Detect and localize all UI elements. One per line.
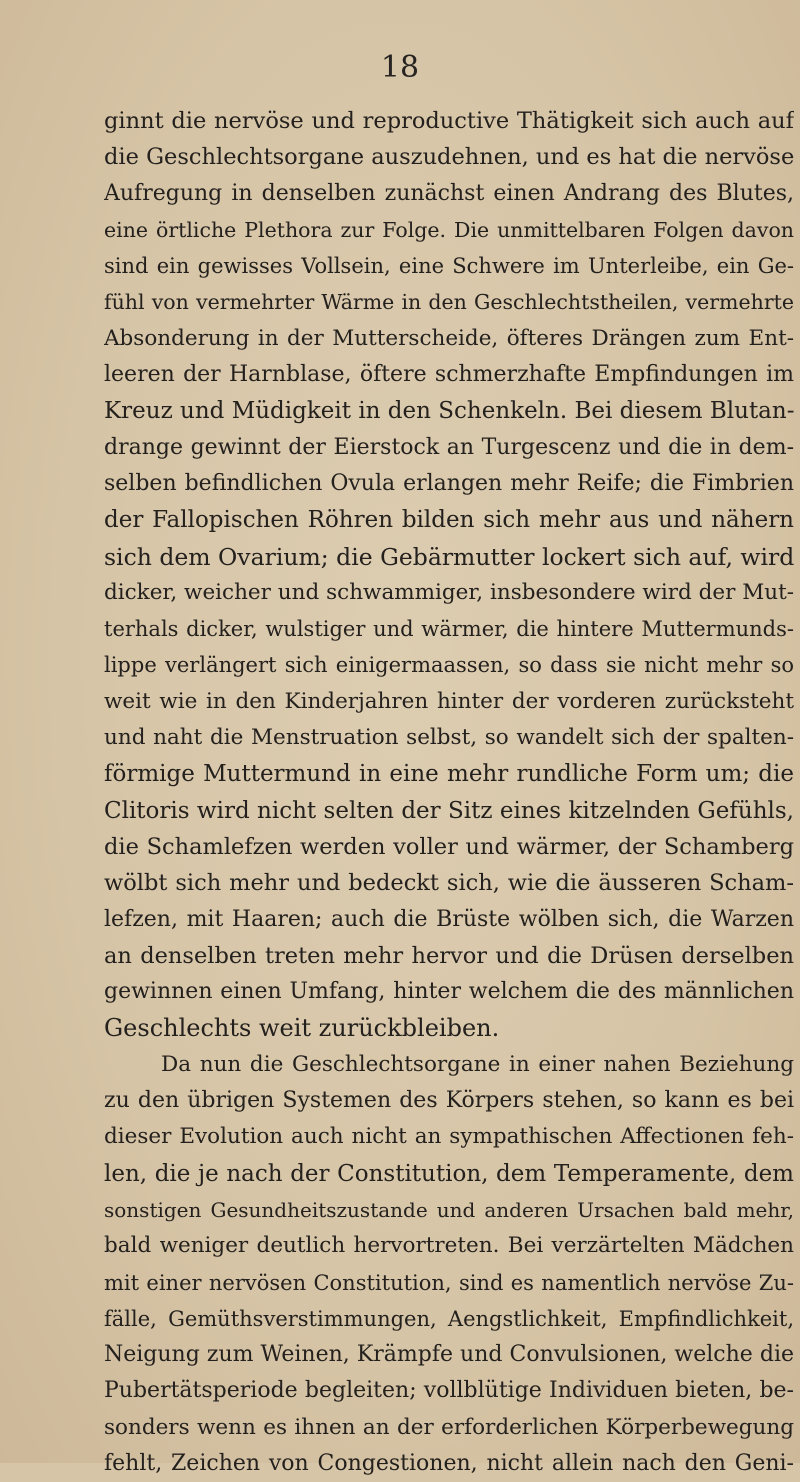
text-line: Pubertätsperiode begleiten; vollblütige Individuen bieten, be-: [104, 1378, 794, 1404]
paragraph-start-line: Da nun die Geschlechtsorgane in einer nahen Beziehung: [161, 1051, 794, 1077]
text-line: sind ein gewisses Vollsein, eine Schwere im Unterleibe, ein Ge-: [104, 254, 794, 279]
text-line: sich dem Ovarium; die Gebärmutter lockert sich auf, wird: [104, 542, 794, 571]
text-line: dieser Evolution auch nicht an sympathischen Affectionen feh-: [104, 1124, 794, 1150]
text-line: an denselben treten mehr hervor und die Drüsen derselben: [104, 942, 794, 969]
text-line: ginnt die nervöse und reproductive Thätigkeit sich auch auf: [104, 108, 794, 134]
text-line: dicker, weicher und schwammiger, insbesondere wird der Mut-: [104, 579, 794, 605]
text-line: Aufregung in denselben zunächst einen Andrang des Blutes,: [104, 180, 794, 206]
text-line: fälle, Gemüthsverstimmungen, Aengstlichkeit, Empfindlichkeit,: [104, 1306, 794, 1331]
text-line: gewinnen einen Umfang, hinter welchem die des männlichen: [104, 979, 794, 1005]
text-line: fühl von vermehrter Wärme in den Geschlechtstheilen, vermehrte: [104, 290, 794, 315]
text-line: die Geschlechtsorgane auszudehnen, und es hat die nervöse: [104, 144, 794, 171]
text-line: Clitoris wird nicht selten der Sitz eines kitzelnden Gefühls,: [104, 797, 794, 824]
text-line: leeren der Harnblase, öftere schmerzhafte Empfindungen im: [104, 362, 794, 388]
text-line: und naht die Menstruation selbst, so wandelt sich der spalten-: [104, 725, 794, 751]
page-number: 18: [380, 50, 420, 85]
text-line: drange gewinnt der Eierstock an Turgescenz und die in dem-: [104, 434, 794, 460]
text-line: die Schamlefzen werden voller und wärmer, der Schamberg: [104, 833, 794, 860]
body-text: [104, 103, 794, 1482]
text-line: förmige Muttermund in eine mehr rundliche Form um; die: [104, 761, 794, 788]
text-line: zu den übrigen Systemen des Körpers stehen, so kann es bei: [104, 1088, 794, 1114]
text-line: sonstigen Gesundheitszustande und anderen Ursachen bald mehr,: [104, 1197, 794, 1222]
text-line: sonders wenn es ihnen an der erforderlichen Körperbewegung: [104, 1414, 794, 1440]
text-line: Kreuz und Müdigkeit in den Schenkeln. Bei diesem Blutan-: [104, 398, 794, 425]
text-line: lippe verlängert sich einigermaassen, so dass sie nicht mehr so: [104, 653, 794, 678]
text-line: eine örtliche Plethora zur Folge. Die unmittelbaren Folgen davon: [104, 217, 794, 242]
text-line: wölbt sich mehr und bedeckt sich, wie die äusseren Scham-: [104, 870, 794, 897]
text-line: der Fallopischen Röhren bilden sich mehr aus und nähern: [104, 507, 794, 534]
text-line: selben befindlichen Ovula erlangen mehr Reife; die Fimbrien: [104, 470, 794, 496]
text-line: weit wie in den Kinderjahren hinter der vorderen zurücksteht: [104, 688, 794, 714]
text-line: mit einer nervösen Constitution, sind es namentlich nervöse Zu-: [104, 1270, 794, 1295]
text-line: bald weniger deutlich hervortreten. Bei verzärtelten Mädchen: [104, 1233, 794, 1259]
text-line: fehlt, Zeichen von Congestionen, nicht allein nach den Geni-: [104, 1450, 794, 1476]
text-line: Absonderung in der Mutterscheide, öfteres Drängen zum Ent-: [104, 325, 794, 351]
paragraph-end-line: Geschlechts weit zurückbleiben.: [104, 1014, 500, 1043]
text-line: lefzen, mit Haaren; auch die Brüste wölben sich, die Warzen: [104, 906, 794, 932]
text-line: terhals dicker, wulstiger und wärmer, die hintere Muttermunds-: [104, 617, 794, 642]
text-line: Neigung zum Weinen, Krämpfe und Convulsionen, welche die: [104, 1342, 794, 1368]
text-line: len, die je nach der Constitution, dem Temperamente, dem: [104, 1160, 794, 1187]
